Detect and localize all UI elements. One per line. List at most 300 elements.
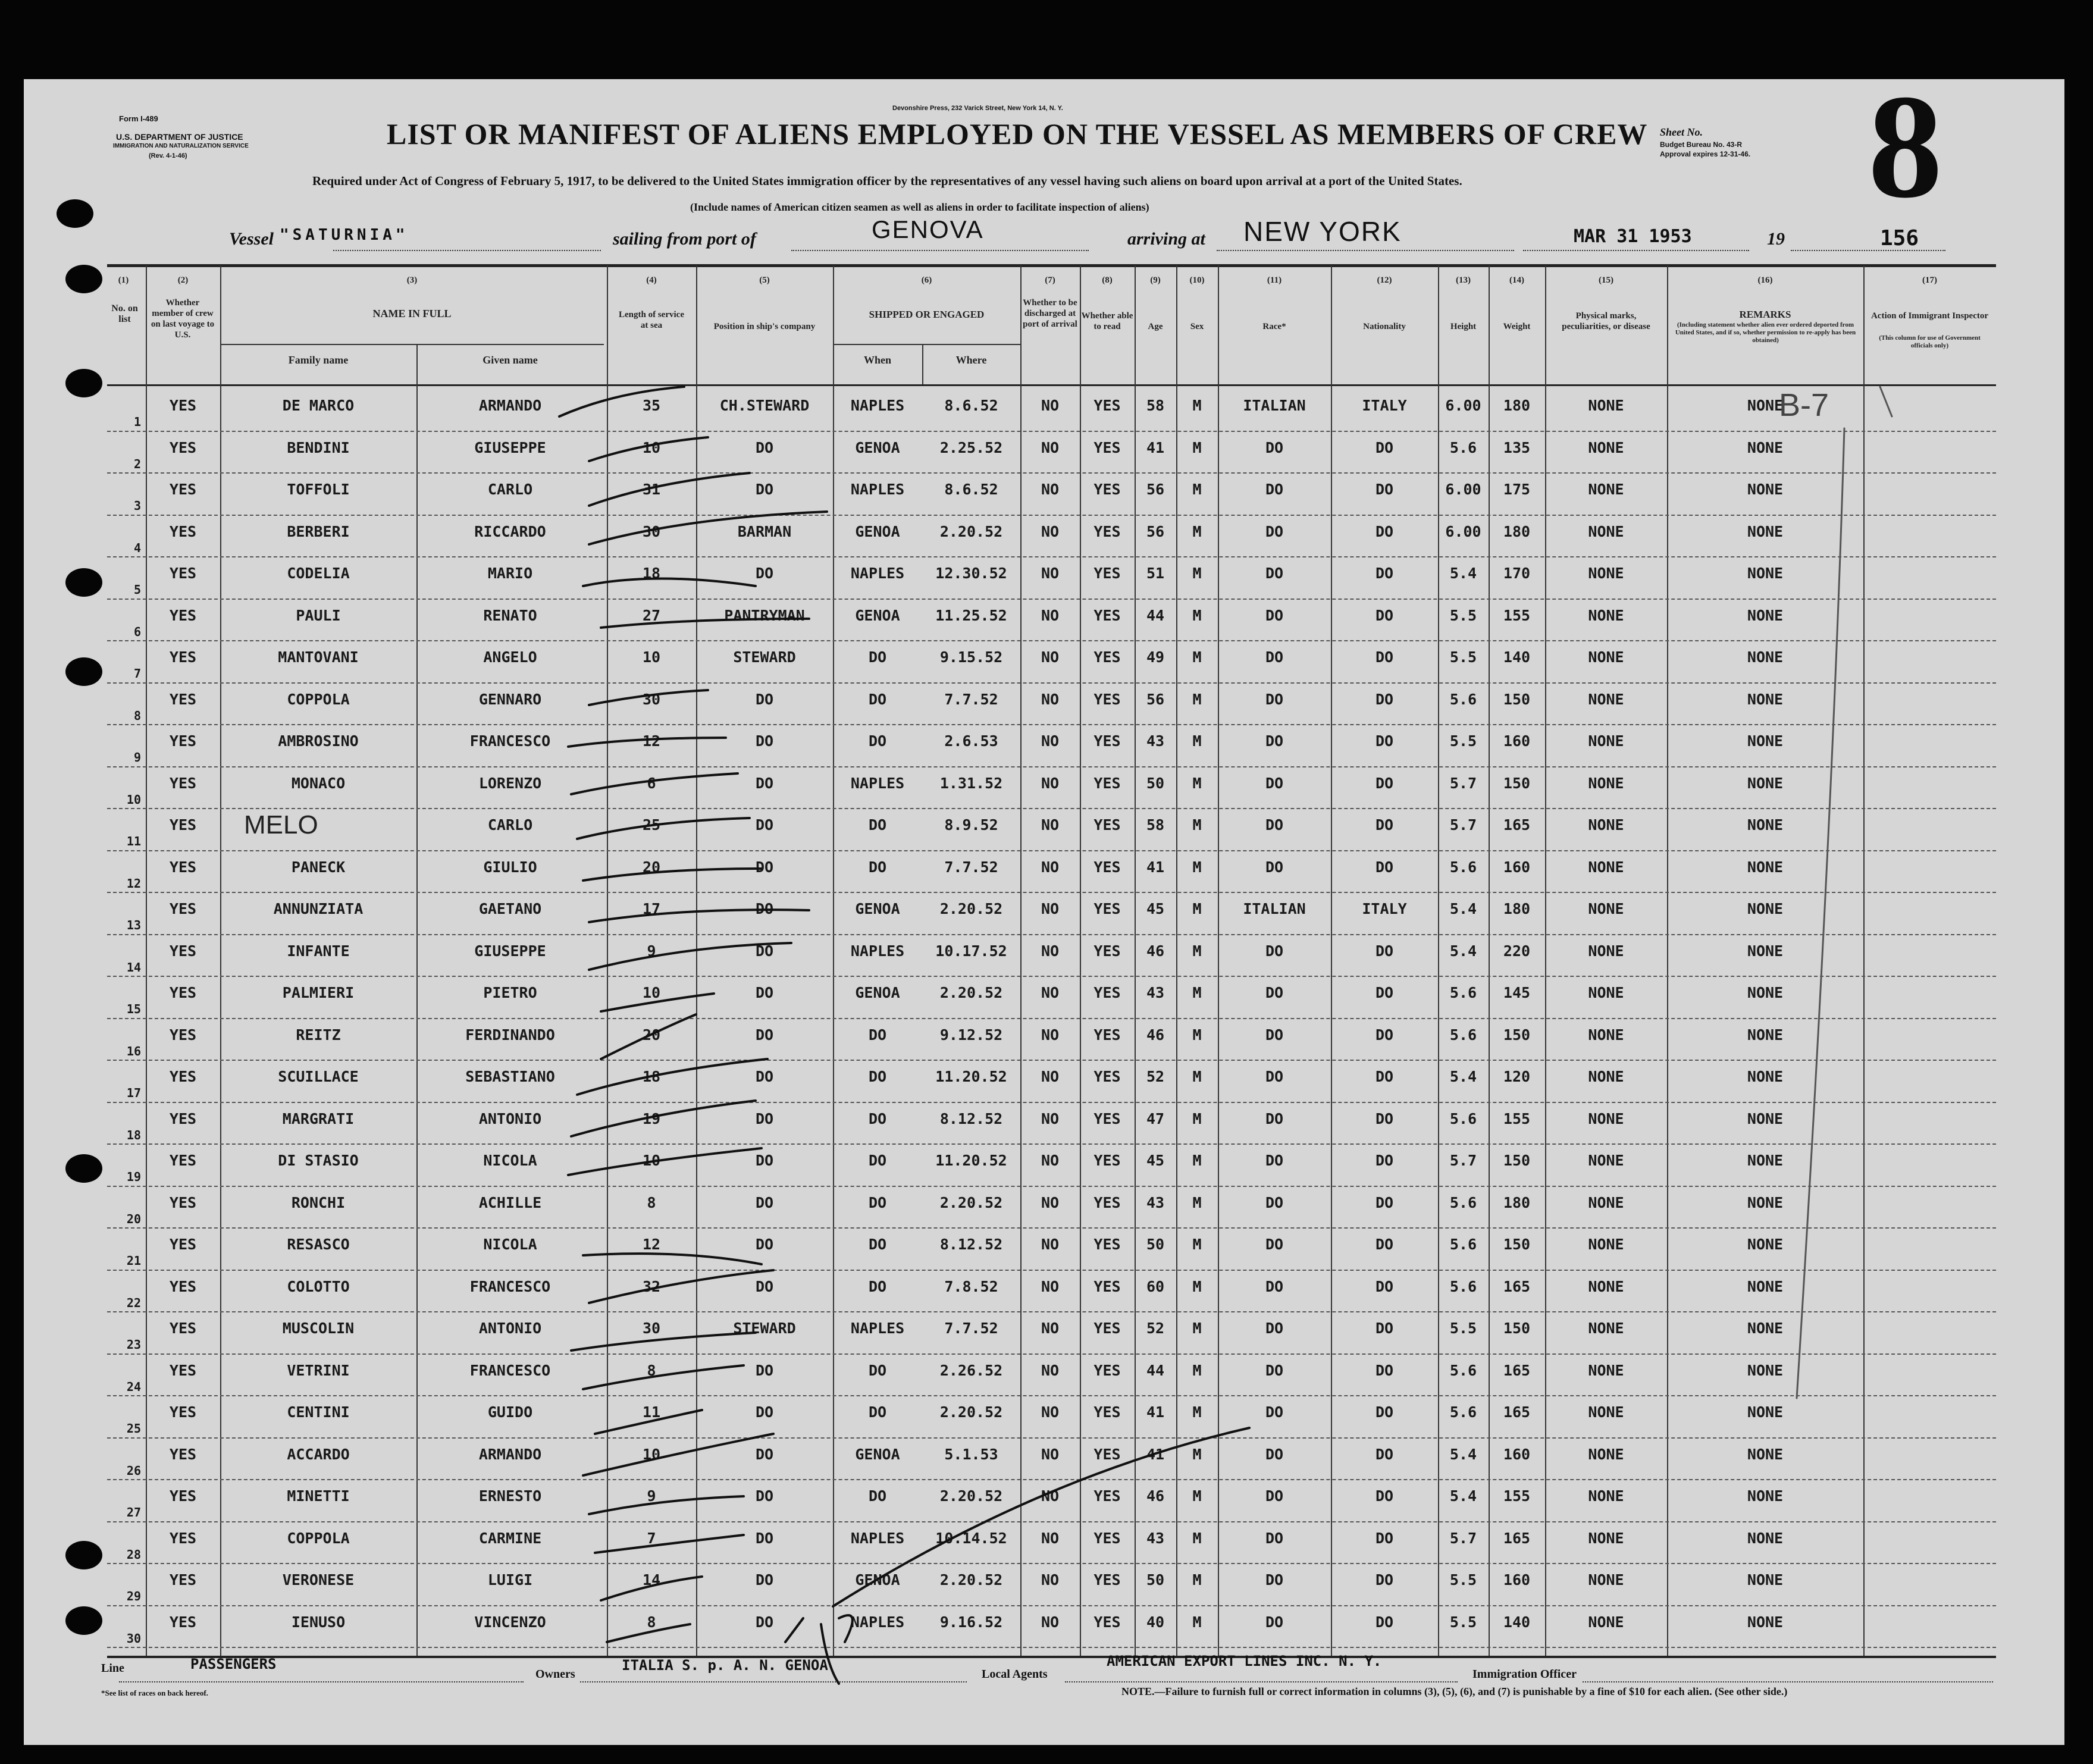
col5-num: (5) (759, 275, 770, 285)
cell-marks: NONE (1588, 522, 1624, 540)
cell-sex: M (1192, 690, 1202, 708)
cell-position: STEWARD (733, 648, 796, 666)
cell-discharge: NO (1041, 1487, 1060, 1505)
cell-race: DO (1265, 774, 1284, 792)
cell-family: AMBROSINO (278, 732, 359, 750)
cell-weight: 145 (1503, 984, 1531, 1001)
pen-stroke (1797, 428, 1844, 1398)
cell-age: 60 (1146, 1277, 1165, 1295)
cell-no: 13 (126, 918, 141, 932)
cell-read: YES (1094, 1320, 1121, 1337)
cell-family: ACCARDO (287, 1445, 350, 1463)
pen-stroke (589, 943, 791, 970)
cell-position: PANTRYMAN (724, 606, 805, 624)
cell-when: DO (868, 1068, 887, 1085)
cell-given: GENNARO (478, 690, 542, 708)
cell-family: PANECK (291, 858, 346, 876)
cell-remarks: NONE (1747, 942, 1784, 960)
cell-age: 56 (1146, 522, 1165, 540)
cell-given: LUIGI (487, 1571, 533, 1588)
cell-nationality: ITALY (1362, 397, 1407, 414)
cell-weight: 220 (1503, 942, 1531, 960)
cell-sex: M (1192, 397, 1202, 414)
cell-age: 41 (1146, 438, 1165, 456)
cell-position: DO (755, 1445, 774, 1463)
cell-nationality: DO (1375, 1110, 1394, 1127)
cell-no: 25 (126, 1421, 141, 1436)
cell-sex: M (1192, 522, 1202, 540)
cell-height: 5.6 (1449, 1026, 1477, 1044)
cell-remarks: NONE (1747, 1152, 1784, 1169)
cell-no: 18 (126, 1127, 141, 1142)
cell-discharge: NO (1041, 1529, 1060, 1547)
col6-num: (6) (921, 275, 932, 285)
cell-position: DO (755, 1487, 774, 1505)
cell-sex: M (1192, 438, 1202, 456)
cell-age: 56 (1146, 481, 1165, 498)
line-label: Line (101, 1662, 124, 1675)
cell-when: GENOA (855, 984, 900, 1001)
cell-remarks: NONE (1747, 732, 1784, 750)
cell-no: 6 (133, 624, 141, 639)
cell-given: FRANCESCO (469, 1277, 551, 1295)
cell-crew: YES (169, 1403, 197, 1421)
cell-height: 5.7 (1449, 774, 1477, 792)
cell-remarks: NONE (1747, 1529, 1784, 1547)
cell-sex: M (1192, 1277, 1202, 1295)
cell-no: 20 (126, 1211, 141, 1226)
cell-when: DO (868, 1236, 887, 1253)
cell-weight: 150 (1503, 690, 1531, 708)
cell-no: 7 (133, 666, 141, 681)
cell-family: MINETTI (287, 1487, 350, 1505)
cell-when: DO (868, 858, 887, 876)
pen-stroke (568, 1148, 762, 1175)
cell-marks: NONE (1588, 1026, 1624, 1044)
cell-no: 16 (126, 1044, 141, 1058)
cell-race: DO (1265, 606, 1284, 624)
cell-sex: M (1192, 858, 1202, 876)
cell-marks: NONE (1588, 1613, 1624, 1631)
line-value: PASSENGERS (190, 1656, 277, 1672)
page-number: 156 (1880, 226, 1919, 250)
cell-race: DO (1265, 732, 1284, 750)
pen-stroke (571, 1101, 756, 1136)
cell-service: 20 (642, 858, 661, 876)
cell-remarks: NONE (1747, 1026, 1784, 1044)
cell-age: 43 (1146, 732, 1165, 750)
cell-when: NAPLES (850, 481, 905, 498)
col6-when: When (863, 354, 891, 366)
cell-family: MUSCOLIN (282, 1320, 355, 1337)
cell-family: BERBERI (287, 522, 350, 540)
cell-crew: YES (169, 1068, 197, 1085)
cell-family: RESASCO (287, 1236, 350, 1253)
cell-crew: YES (169, 690, 197, 708)
cell-discharge: NO (1041, 1361, 1060, 1379)
cell-service: 20 (642, 1026, 661, 1044)
cell-service: 10 (642, 1152, 661, 1169)
cell-family: VETRINI (287, 1361, 350, 1379)
cell-nationality: DO (1375, 732, 1394, 750)
cell-position: DO (755, 1613, 774, 1631)
col14-num: (14) (1509, 275, 1524, 285)
cell-given: ACHILLE (478, 1193, 542, 1211)
cell-sex: M (1192, 1529, 1202, 1547)
cell-position: DO (755, 1277, 774, 1295)
port-to: NEW YORK (1243, 216, 1402, 247)
cell-service: 10 (642, 1445, 661, 1463)
cell-age: 40 (1146, 1613, 1165, 1631)
cell-read: YES (1094, 1110, 1121, 1127)
cell-when: GENOA (855, 900, 900, 917)
cell-marks: NONE (1588, 816, 1624, 834)
cell-given: GIULIO (483, 858, 537, 876)
pen-stroke (568, 738, 726, 747)
department: U.S. DEPARTMENT OF JUSTICE (116, 132, 243, 142)
cell-discharge: NO (1041, 984, 1060, 1001)
col3-family: Family name (288, 354, 349, 366)
cell-age: 58 (1146, 397, 1165, 414)
cell-marks: NONE (1588, 1110, 1624, 1127)
cell-nationality: DO (1375, 690, 1394, 708)
cell-nationality: ITALY (1362, 900, 1407, 917)
cell-discharge: NO (1041, 1068, 1060, 1085)
cell-weight: 120 (1503, 1068, 1531, 1085)
cell-sex: M (1192, 565, 1202, 582)
cell-nationality: DO (1375, 1320, 1394, 1337)
cell-read: YES (1094, 858, 1121, 876)
cell-weight: 155 (1503, 1110, 1531, 1127)
cell-when: NAPLES (850, 565, 905, 582)
cell-when: DO (868, 690, 887, 708)
cell-given: FRANCESCO (469, 1361, 551, 1379)
cell-nationality: DO (1375, 565, 1394, 582)
cell-discharge: NO (1041, 1613, 1060, 1631)
cell-weight: 150 (1503, 1152, 1531, 1169)
cell-race: DO (1265, 1068, 1284, 1085)
cell-age: 50 (1146, 1571, 1165, 1588)
col2-num: (2) (177, 275, 189, 285)
cell-remarks: NONE (1747, 1320, 1784, 1337)
cell-marks: NONE (1588, 900, 1624, 917)
col15-label: Physical marks, peculiarities, or disease (1562, 311, 1650, 331)
cell-height: 5.6 (1449, 1277, 1477, 1295)
cell-height: 5.4 (1449, 1487, 1477, 1505)
cell-nationality: DO (1375, 816, 1394, 834)
cell-age: 56 (1146, 690, 1165, 708)
cell-marks: NONE (1588, 1193, 1624, 1211)
cell-height: 5.6 (1449, 1403, 1477, 1421)
cell-age: 45 (1146, 900, 1165, 917)
cell-no: 30 (126, 1631, 141, 1646)
cell-read: YES (1094, 1445, 1121, 1463)
cell-race: DO (1265, 565, 1284, 582)
cell-crew: YES (169, 1571, 197, 1588)
revision: (Rev. 4-1-46) (149, 152, 187, 159)
subtitle-note: (Include names of American citizen seamen as well as aliens in order to facilitate inspection of aliens) (690, 201, 1149, 213)
cell-marks: NONE (1588, 858, 1624, 876)
cell-sex: M (1192, 1068, 1202, 1085)
cell-weight: 170 (1503, 565, 1531, 582)
cell-no: 2 (133, 456, 141, 471)
cell-marks: NONE (1588, 1571, 1624, 1588)
handwritten-family-name: MELO (244, 810, 318, 839)
cell-where: 8.12.52 (939, 1236, 1003, 1253)
cell-where: 1.31.52 (939, 774, 1003, 792)
cell-sex: M (1192, 1361, 1202, 1379)
cell-remarks: NONE (1747, 1193, 1784, 1211)
cell-age: 43 (1146, 1529, 1165, 1547)
cell-remarks: NONE (1747, 1445, 1784, 1463)
col4-label: Length of service at sea (619, 310, 684, 330)
col3-label: NAME IN FULL (372, 308, 452, 319)
col16-num: (16) (1757, 275, 1773, 285)
cell-service: 10 (642, 648, 661, 666)
cell-position: DO (755, 816, 774, 834)
cell-age: 45 (1146, 1152, 1165, 1169)
cell-crew: YES (169, 1277, 197, 1295)
cell-remarks: NONE (1747, 565, 1784, 582)
cell-crew: YES (169, 900, 197, 917)
cell-remarks: NONE (1747, 858, 1784, 876)
cell-no: 12 (126, 876, 141, 891)
cell-read: YES (1094, 1193, 1121, 1211)
cell-crew: YES (169, 858, 197, 876)
cell-position: DO (755, 481, 774, 498)
cell-race: DO (1265, 1236, 1284, 1253)
cell-height: 6.00 (1445, 397, 1481, 414)
footer-note: NOTE.—Failure to furnish full or correct information in columns (3), (5), (6), and (7) is punishable by a fine of $10 for each alien. (See other side.) (1121, 1685, 1788, 1697)
cell-read: YES (1094, 1026, 1121, 1044)
cell-discharge: NO (1041, 1445, 1060, 1463)
cell-remarks: NONE (1747, 900, 1784, 917)
cell-age: 46 (1146, 1026, 1165, 1044)
cell-sex: M (1192, 1193, 1202, 1211)
cell-given: ANGELO (483, 648, 537, 666)
cell-age: 44 (1146, 1361, 1165, 1379)
cell-weight: 155 (1503, 606, 1531, 624)
cell-height: 5.5 (1449, 1320, 1477, 1337)
cell-crew: YES (169, 606, 197, 624)
cell-family: ANNUNZIATA (273, 900, 364, 917)
cell-given: PIETRO (483, 984, 537, 1001)
pen-stroke (589, 690, 708, 705)
cell-height: 5.6 (1449, 1193, 1477, 1211)
cell-where: 7.7.52 (944, 690, 998, 708)
cell-given: MARIO (487, 565, 533, 582)
cell-where: 10.17.52 (935, 942, 1007, 960)
cell-discharge: NO (1041, 816, 1060, 834)
cell-nationality: DO (1375, 1529, 1394, 1547)
cell-nationality: DO (1375, 1068, 1394, 1085)
cell-service: 18 (642, 565, 661, 582)
cell-where: 7.8.52 (944, 1277, 998, 1295)
cell-crew: YES (169, 1320, 197, 1337)
col14-label: Weight (1503, 322, 1531, 331)
col5-label: Position in ship's company (713, 322, 816, 331)
cell-race: ITALIAN (1243, 397, 1306, 414)
cell-nationality: DO (1375, 1487, 1394, 1505)
cell-nationality: DO (1375, 984, 1394, 1001)
cell-sex: M (1192, 732, 1202, 750)
cell-read: YES (1094, 1277, 1121, 1295)
cell-race: DO (1265, 1361, 1284, 1379)
cell-weight: 160 (1503, 732, 1531, 750)
cell-no: 24 (126, 1379, 141, 1394)
pen-stroke (589, 473, 750, 506)
cell-when: DO (868, 1403, 887, 1421)
cell-when: GENOA (855, 438, 900, 456)
cell-discharge: NO (1041, 1403, 1060, 1421)
cell-race: DO (1265, 438, 1284, 456)
cell-marks: NONE (1588, 1529, 1624, 1547)
cell-nationality: DO (1375, 1361, 1394, 1379)
races-note: *See list of races on back hereof. (101, 1688, 208, 1697)
cell-crew: YES (169, 1529, 197, 1547)
cell-no: 5 (133, 582, 141, 597)
cell-discharge: NO (1041, 774, 1060, 792)
cell-family: REITZ (296, 1026, 341, 1044)
cell-service: 12 (642, 732, 661, 750)
cell-position: DO (755, 1529, 774, 1547)
cell-given: ARMANDO (478, 397, 542, 414)
cell-service: 30 (642, 522, 661, 540)
page-title: LIST OR MANIFEST OF ALIENS EMPLOYED ON THE VESSEL AS MEMBERS OF CREW (387, 117, 1648, 151)
cell-where: 11.20.52 (935, 1068, 1007, 1085)
cell-family: COPPOLA (287, 1529, 350, 1547)
cell-height: 5.6 (1449, 1361, 1477, 1379)
pen-stroke (559, 387, 684, 416)
cell-height: 5.5 (1449, 1613, 1477, 1631)
cell-service: 11 (642, 1403, 661, 1421)
cell-age: 44 (1146, 606, 1165, 624)
cell-given: SEBASTIANO (465, 1068, 555, 1085)
cell-family: INFANTE (287, 942, 350, 960)
cell-crew: YES (169, 942, 197, 960)
pen-stroke (571, 773, 738, 794)
cell-where: 2.20.52 (939, 1193, 1003, 1211)
col6-where: Where (955, 354, 987, 366)
pen-stroke (607, 1624, 690, 1642)
cell-read: YES (1094, 732, 1121, 750)
cell-nationality: DO (1375, 648, 1394, 666)
cell-where: 8.6.52 (944, 397, 998, 414)
cell-where: 9.16.52 (939, 1613, 1003, 1631)
budget-label: Budget Bureau No. 43-R (1660, 140, 1743, 149)
cell-where: 2.6.53 (944, 732, 998, 750)
cell-when: DO (868, 1152, 887, 1169)
cell-race: DO (1265, 690, 1284, 708)
cell-position: DO (755, 858, 774, 876)
cell-service: 10 (642, 984, 661, 1001)
cell-given: FERDINANDO (465, 1026, 555, 1044)
col16-sub: (Including statement whether alien ever ordered deported from United States, and if so, whether permission to re-apply has been obtained) (1675, 321, 1856, 344)
cell-nationality: DO (1375, 1403, 1394, 1421)
cell-weight: 175 (1503, 481, 1531, 498)
cell-age: 41 (1146, 1403, 1165, 1421)
cell-family: MONACO (291, 774, 346, 792)
cell-weight: 135 (1503, 438, 1531, 456)
cell-marks: NONE (1588, 606, 1624, 624)
cell-marks: NONE (1588, 984, 1624, 1001)
sheet-number: 8 (1868, 64, 1942, 229)
cell-height: 5.7 (1449, 816, 1477, 834)
cell-remarks: NONE (1747, 816, 1784, 834)
cell-height: 5.4 (1449, 1445, 1477, 1463)
cell-race: DO (1265, 648, 1284, 666)
agents-label: Local Agents (982, 1668, 1048, 1681)
cell-where: 7.7.52 (944, 858, 998, 876)
cell-discharge: NO (1041, 1110, 1060, 1127)
col15-num: (15) (1599, 275, 1613, 285)
cell-when: GENOA (855, 1571, 900, 1588)
cell-race: DO (1265, 816, 1284, 834)
cell-race: DO (1265, 1277, 1284, 1295)
cell-height: 5.7 (1449, 1529, 1477, 1547)
cell-race: DO (1265, 1571, 1284, 1588)
cell-service: 30 (642, 1320, 661, 1337)
cell-read: YES (1094, 816, 1121, 834)
cell-position: DO (755, 942, 774, 960)
cell-sex: M (1192, 1403, 1202, 1421)
cell-given: ANTONIO (478, 1110, 542, 1127)
cell-nationality: DO (1375, 774, 1394, 792)
cell-family: CODELIA (287, 565, 350, 582)
col7-num: (7) (1045, 275, 1055, 285)
cell-read: YES (1094, 1403, 1121, 1421)
cell-position: STEWARD (733, 1320, 796, 1337)
cell-family: BENDINI (287, 438, 350, 456)
cell-age: 43 (1146, 1193, 1165, 1211)
cell-when: DO (868, 732, 887, 750)
cell-crew: YES (169, 1110, 197, 1127)
cell-read: YES (1094, 648, 1121, 666)
col8-num: (8) (1102, 275, 1113, 285)
cell-family: MANTOVANI (278, 648, 359, 666)
cell-no: 27 (126, 1505, 141, 1519)
cell-given: CARMINE (478, 1529, 542, 1547)
cell-read: YES (1094, 522, 1121, 540)
form-id: Form I-489 (119, 114, 158, 123)
pen-stroke (821, 1624, 839, 1684)
cell-no: 8 (133, 708, 141, 723)
cell-when: NAPLES (850, 942, 905, 960)
cell-height: 5.5 (1449, 606, 1477, 624)
cell-given: ERNESTO (478, 1487, 542, 1505)
cell-sex: M (1192, 606, 1202, 624)
cell-discharge: NO (1041, 732, 1060, 750)
cell-marks: NONE (1588, 774, 1624, 792)
cell-when: DO (868, 648, 887, 666)
col11-label: Race* (1262, 322, 1286, 331)
cell-crew: YES (169, 1361, 197, 1379)
col12-num: (12) (1377, 275, 1392, 285)
cell-where: 2.26.52 (939, 1361, 1003, 1379)
cell-crew: YES (169, 816, 197, 834)
cell-marks: NONE (1588, 1236, 1624, 1253)
cell-weight: 180 (1503, 397, 1531, 414)
cell-position: DO (755, 1152, 774, 1169)
cell-nationality: DO (1375, 1236, 1394, 1253)
cell-read: YES (1094, 942, 1121, 960)
cell-family: VERONESE (282, 1571, 355, 1588)
cell-weight: 165 (1503, 816, 1531, 834)
cell-service: 9 (647, 1487, 656, 1505)
cell-no: 15 (126, 1002, 141, 1016)
service: IMMIGRATION AND NATURALIZATION SERVICE (113, 143, 249, 149)
cell-height: 5.6 (1449, 1110, 1477, 1127)
